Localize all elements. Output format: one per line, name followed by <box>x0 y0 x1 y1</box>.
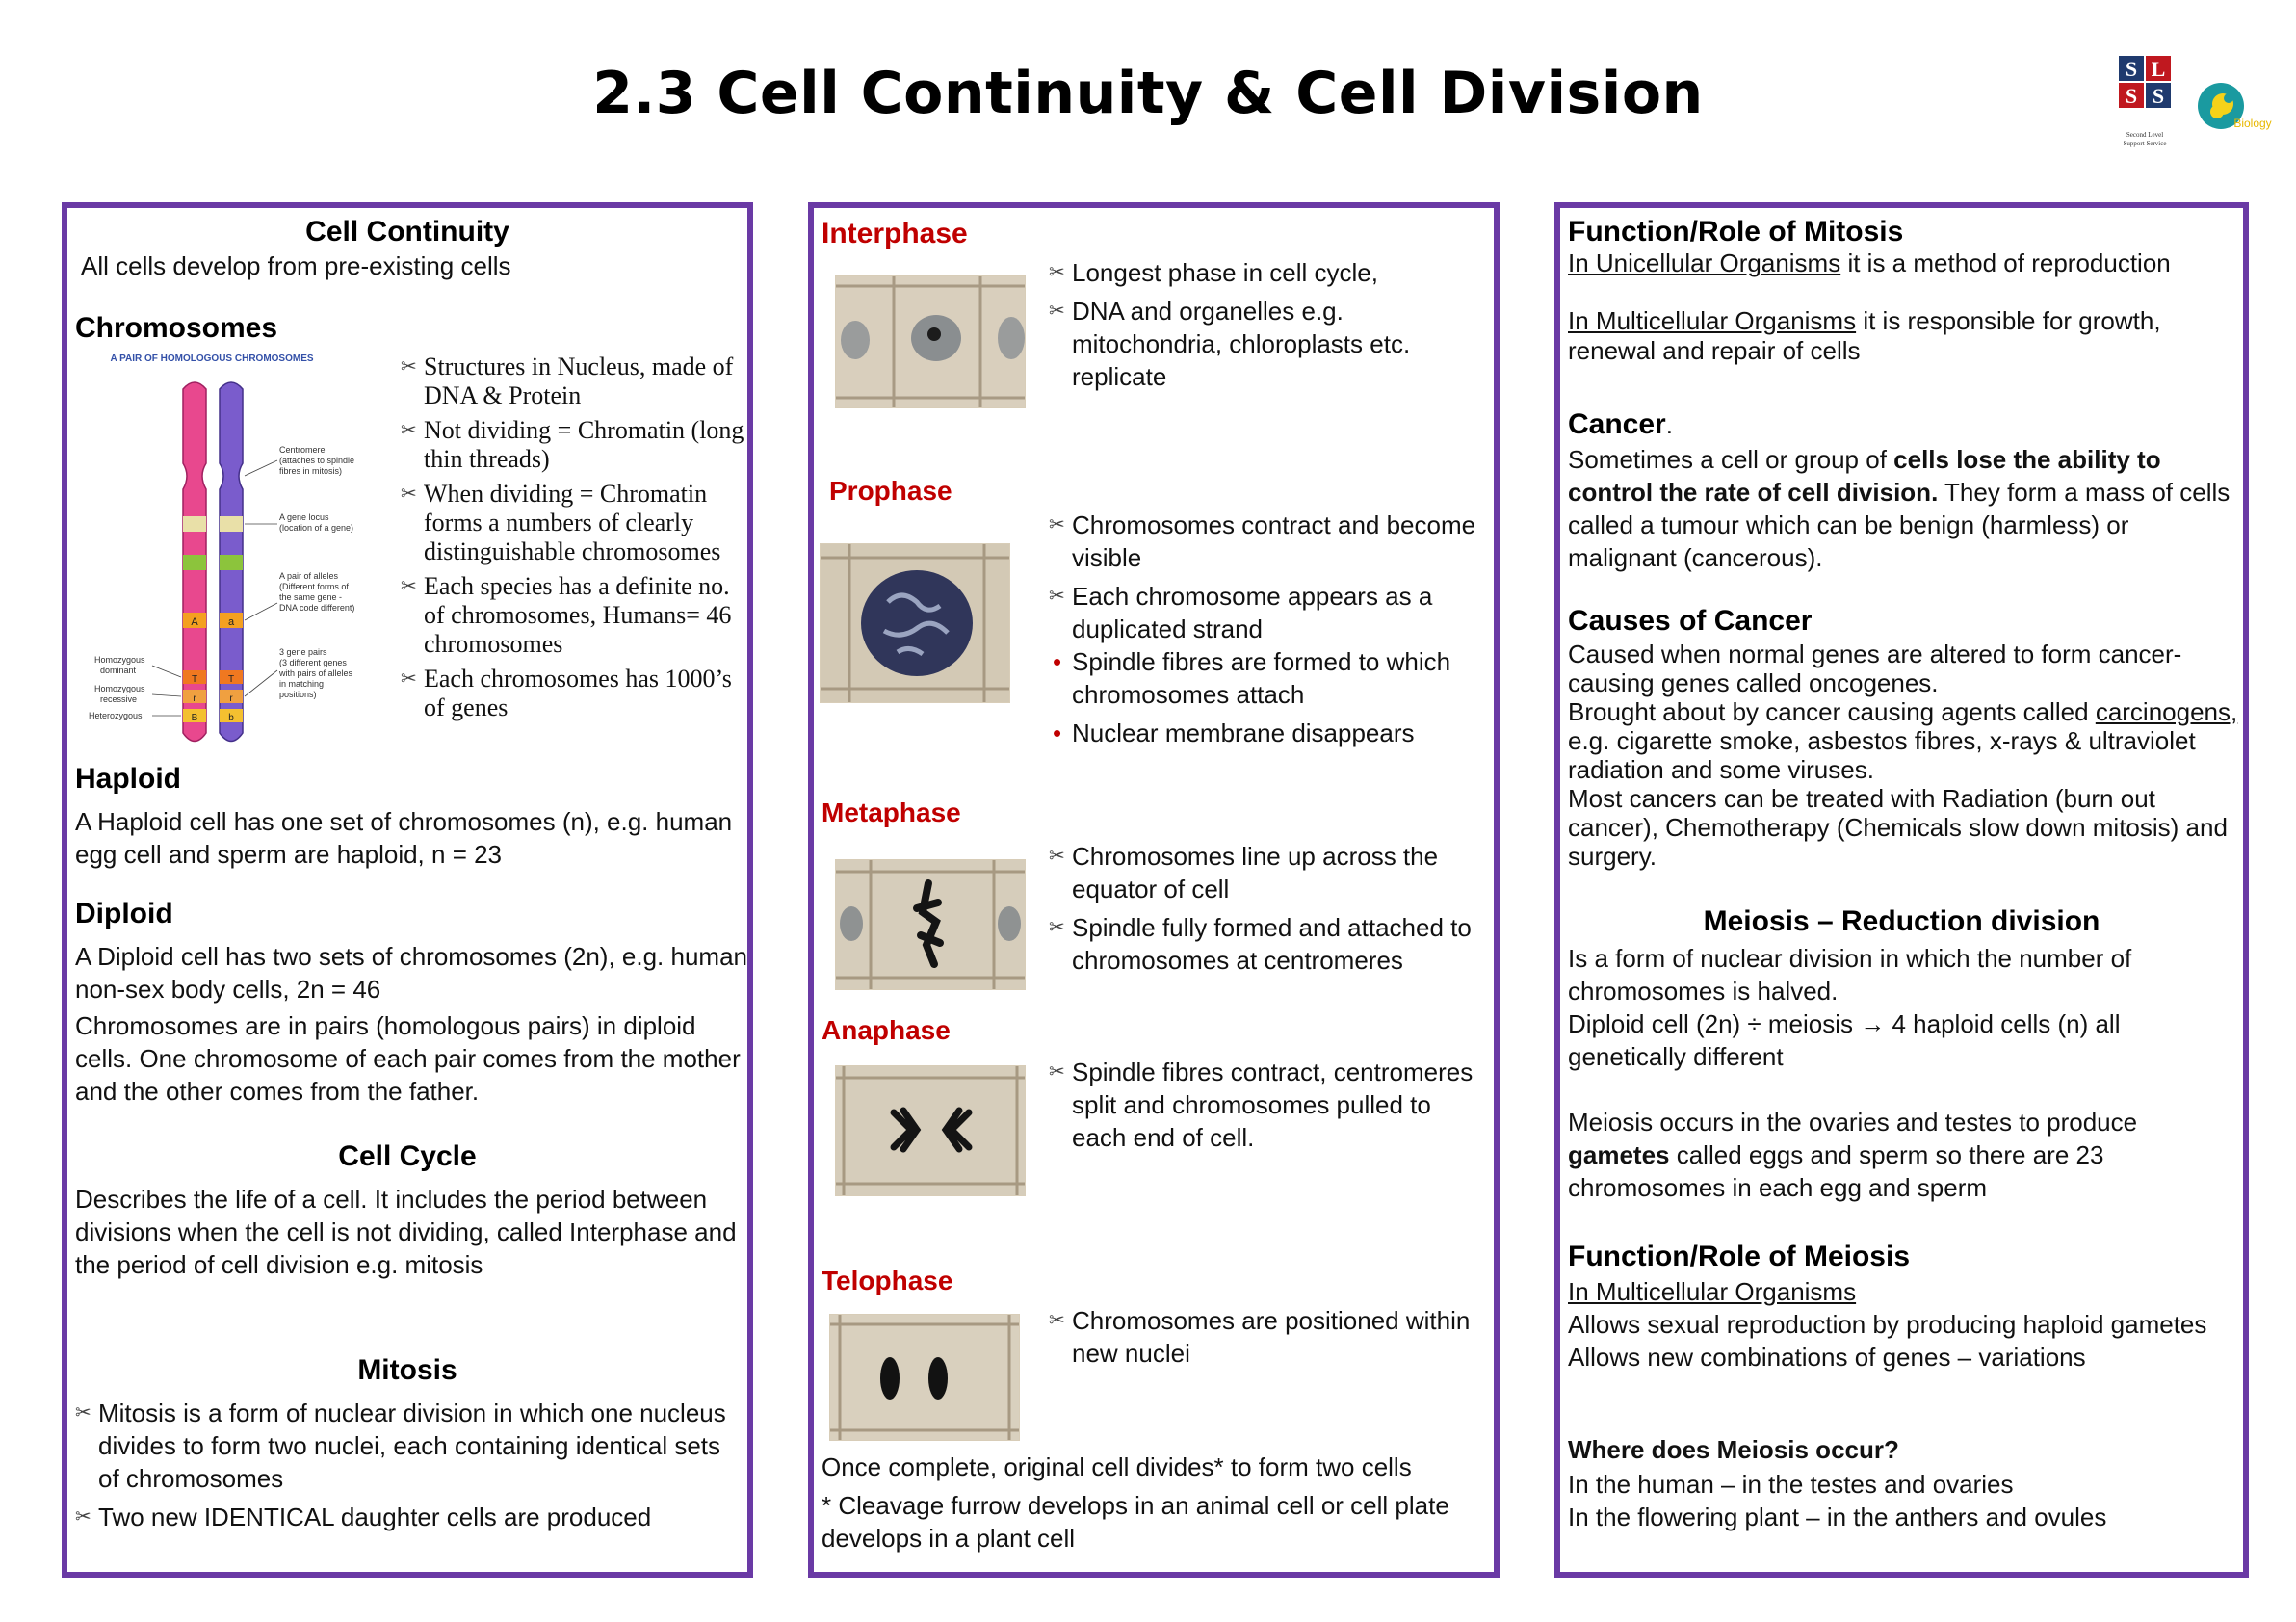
multicellular-label: In Multicellular Organisms <box>1568 306 1857 335</box>
prophase-dot-bullet: • Nuclear membrane disappears <box>1049 717 1492 749</box>
anaphase-heading: Anaphase <box>822 1015 951 1045</box>
diagram-label: 3 gene pairs <box>279 647 327 657</box>
carcinogens-link: carcinogens, <box>2095 697 2238 726</box>
page-title: 2.3 Cell Continuity & Cell Division <box>592 60 1704 127</box>
diagram-label: Homozygous <box>94 655 145 665</box>
mitosis-heading: Mitosis <box>357 1354 457 1386</box>
meiosis-role-text <box>1568 1275 2242 1373</box>
diagram-label: A pair of alleles <box>279 571 339 581</box>
metaphase-bullets <box>1049 840 1492 982</box>
diagram-label: DNA code different) <box>279 603 355 613</box>
chromosomes-heading: Chromosomes <box>75 312 278 344</box>
chromosome-bullet: ✂ Each chromosomes has 1000’s of genes <box>401 665 745 722</box>
diagram-label: Centromere <box>279 445 326 455</box>
where-meiosis-line: In the human – in the testes and ovaries <box>1568 1470 2014 1499</box>
causes-p1: Caused when normal genes are altered to form cancer-causing genes called oncogenes. <box>1568 640 2182 697</box>
meiosis-p2: Diploid cell (2n) ÷ meiosis → 4 haploid cells (n) all genetically different <box>1568 1009 2121 1071</box>
cleavage-note: * Cleavage furrow develops in an animal cell or cell plate develops in a plant cell <box>822 1491 1449 1553</box>
interphase-micrograph <box>835 275 1026 408</box>
mitosis-bullet: ✂ Two new IDENTICAL daughter cells are produced <box>75 1501 744 1533</box>
meiosis-role-line: Allows new combinations of genes – variations <box>1568 1343 2086 1372</box>
allele-letter: b <box>228 713 234 723</box>
metaphase-bullet: ✂ Chromosomes line up across the equator of cell <box>1049 840 1492 905</box>
prophase-bullets <box>1049 509 1492 651</box>
where-meiosis-text <box>1568 1468 2242 1533</box>
cancer-heading-line <box>1568 408 1673 441</box>
diagram-label: recessive <box>100 694 138 704</box>
chromosome-bullet: ✂ Structures in Nucleus, made of DNA & Protein <box>401 353 745 410</box>
causes-text <box>1568 640 2242 871</box>
telophase-micrograph <box>829 1314 1020 1441</box>
prophase-bullet: ✂ Each chromosome appears as a duplicated strand <box>1049 580 1492 645</box>
diploid-heading: Diploid <box>75 898 173 929</box>
metaphase-micrograph <box>835 859 1026 990</box>
unicellular-text: it is a method of reproduction <box>1840 249 2171 277</box>
telophase-bullets <box>1049 1304 1492 1375</box>
mitosis-role-multicellular <box>1568 306 2242 366</box>
slss-caption: Second Level <box>2126 131 2164 139</box>
allele-letter: r <box>193 693 196 704</box>
meiosis-p3: Meiosis occurs in the ovaries and testes to produce gametes called eggs and sperm so there are 23 chromosomes in each egg and sperm <box>1568 1108 2138 1202</box>
interphase-bullets <box>1049 256 1492 399</box>
cancer-heading: Cancer <box>1568 408 1666 440</box>
haploid-text: A Haploid cell has one set of chromosomes (n), e.g. human egg cell and sperm are haploid, n = 23 <box>75 807 733 869</box>
meiosis-heading: Meiosis – Reduction division <box>1703 905 2100 937</box>
slss-caption: Support Service <box>2123 140 2167 147</box>
biology-label: Biology <box>2233 117 2272 130</box>
interphase-bullet: ✂ DNA and organelles e.g. mitochondria, chloroplasts etc. replicate <box>1049 295 1492 393</box>
slss-letter: S <box>2152 84 2165 108</box>
meiosis-role-line: Allows sexual reproduction by producing haploid gametes <box>1568 1310 2207 1339</box>
where-meiosis-heading: Where does Meiosis occur? <box>1568 1435 1899 1464</box>
allele-letter: T <box>227 674 235 685</box>
diagram-label: positions) <box>279 690 317 699</box>
diagram-label: (location of a gene) <box>279 523 354 533</box>
causes-heading: Causes of Cancer <box>1568 605 1813 637</box>
chromosome-bullet: ✂ Not dividing = Chromatin (long thin threads) <box>401 416 745 474</box>
prophase-dot-bullets <box>1049 645 1492 755</box>
slss-letter: L <box>2151 57 2166 81</box>
diagram-label: the same gene - <box>279 592 343 602</box>
panel-middle <box>808 202 1500 1578</box>
causes-p2: Brought about by cancer causing agents called carcinogens, e.g. cigarette smoke, asbestos fibres, x-rays & ultraviolet radiation and some viruses. <box>1568 697 2238 784</box>
biology-logo <box>2198 83 2272 130</box>
diagram-label: (3 different genes <box>279 658 347 667</box>
slss-letter: S <box>2125 84 2138 108</box>
cell-cycle-heading: Cell Cycle <box>338 1140 477 1172</box>
prophase-dot-bullet: • Spindle fibres are formed to which chromosomes attach <box>1049 645 1492 711</box>
cancer-heading-dot: . <box>1665 410 1673 439</box>
diagram-label: Heterozygous <box>89 711 143 720</box>
where-meiosis-line: In the flowering plant – in the anthers and ovules <box>1568 1503 2107 1531</box>
diagram-label: dominant <box>100 666 137 675</box>
allele-letter: B <box>191 713 198 723</box>
diagram-title: A PAIR OF HOMOLOGOUS CHROMOSOMES <box>110 353 314 364</box>
diploid-text: A Diploid cell has two sets of chromosomes (2n), e.g. human non-sex body cells, 2n = 46 <box>75 942 747 1004</box>
prophase-bullet: ✂ Chromosomes contract and become visible <box>1049 509 1492 574</box>
division-note: Once complete, original cell divides* to form two cells <box>822 1452 1412 1481</box>
allele-letter: T <box>191 674 198 685</box>
metaphase-bullet: ✂ Spindle fully formed and attached to chromosomes at centromeres <box>1049 911 1492 977</box>
telophase-heading: Telophase <box>822 1266 953 1295</box>
anaphase-bullet: ✂ Spindle fibres contract, centromeres split and chromosomes pulled to each end of cell. <box>1049 1056 1492 1154</box>
chromosome-bullets <box>401 353 745 728</box>
cell-cycle-text: Describes the life of a cell. It includes the period between divisions when the cell is not dividing, called Interphase and the period of cell division e.g. mitosis <box>75 1185 737 1279</box>
diagram-label: with pairs of alleles <box>279 668 353 678</box>
panel-right <box>1554 202 2249 1578</box>
diagram-label: in matching <box>279 679 325 689</box>
cancer-text: Sometimes a cell or group of cells lose the ability to control the rate of cell division. They form a mass of cells called a tumour which can be benign (harmless) or malignant (cancerous). <box>1568 445 2231 572</box>
panel-left <box>62 202 753 1578</box>
cell-continuity-text: All cells develop from pre-existing cells <box>81 251 511 280</box>
allele-letter: r <box>229 693 233 704</box>
metaphase-heading: Metaphase <box>822 798 961 827</box>
chromosome-bullet: ✂ When dividing = Chromatin forms a numbers of clearly distinguishable chromosomes <box>401 480 745 566</box>
anaphase-micrograph <box>835 1065 1026 1196</box>
multicellular-text: it is responsible for growth, renewal and repair of cells <box>1568 306 2161 365</box>
mitosis-role-unicellular <box>1568 249 2242 278</box>
chromosome-bullet: ✂ Each species has a definite no. of chromosomes, Humans= 46 chromosomes <box>401 572 745 659</box>
meiosis-text <box>1568 942 2242 1204</box>
meiosis-role-heading: Function/Role of Meiosis <box>1568 1241 1911 1272</box>
allele-letter: A <box>191 616 198 628</box>
logos <box>2115 54 2279 160</box>
anaphase-bullets <box>1049 1056 1492 1160</box>
meiosis-multicellular-label: In Multicellular Organisms <box>1568 1277 1857 1306</box>
diagram-label: Homozygous <box>94 684 145 693</box>
mitosis-bullet: ✂ Mitosis is a form of nuclear division in which one nucleus divides to form two nuclei, each containing identical sets of chromosomes <box>75 1397 744 1495</box>
interphase-bullet: ✂ Longest phase in cell cycle, <box>1049 256 1492 289</box>
allele-letter: a <box>227 616 235 628</box>
causes-p3: Most cancers can be treated with Radiation (burn out cancer), Chemotherapy (Chemicals slow down mitosis) and surgery. <box>1568 784 2228 871</box>
slss-logo <box>2115 54 2279 160</box>
prophase-micrograph <box>820 543 1010 703</box>
prophase-heading: Prophase <box>829 476 952 506</box>
diagram-label: (attaches to spindle <box>279 456 355 465</box>
diagram-label: (Different forms of <box>279 582 349 591</box>
mitosis-bullets <box>75 1397 744 1539</box>
interphase-heading: Interphase <box>822 218 968 249</box>
meiosis-p1: Is a form of nuclear division in which the number of chromosomes is halved. <box>1568 944 2132 1006</box>
slss-letter: S <box>2125 57 2138 81</box>
cell-continuity-heading: Cell Continuity <box>305 216 509 248</box>
haploid-heading: Haploid <box>75 763 181 795</box>
unicellular-label: In Unicellular Organisms <box>1568 249 1841 277</box>
diploid-pairs-text: Chromosomes are in pairs (homologous pairs) in diploid cells. One chromosome of each pair comes from the mother and the other comes from the father. <box>75 1011 741 1106</box>
diagram-label: A gene locus <box>279 512 329 522</box>
telophase-bullet: ✂ Chromosomes are positioned within new nuclei <box>1049 1304 1492 1370</box>
mitosis-role-heading: Function/Role of Mitosis <box>1568 216 1904 248</box>
diagram-label: fibres in mitosis) <box>279 466 343 476</box>
